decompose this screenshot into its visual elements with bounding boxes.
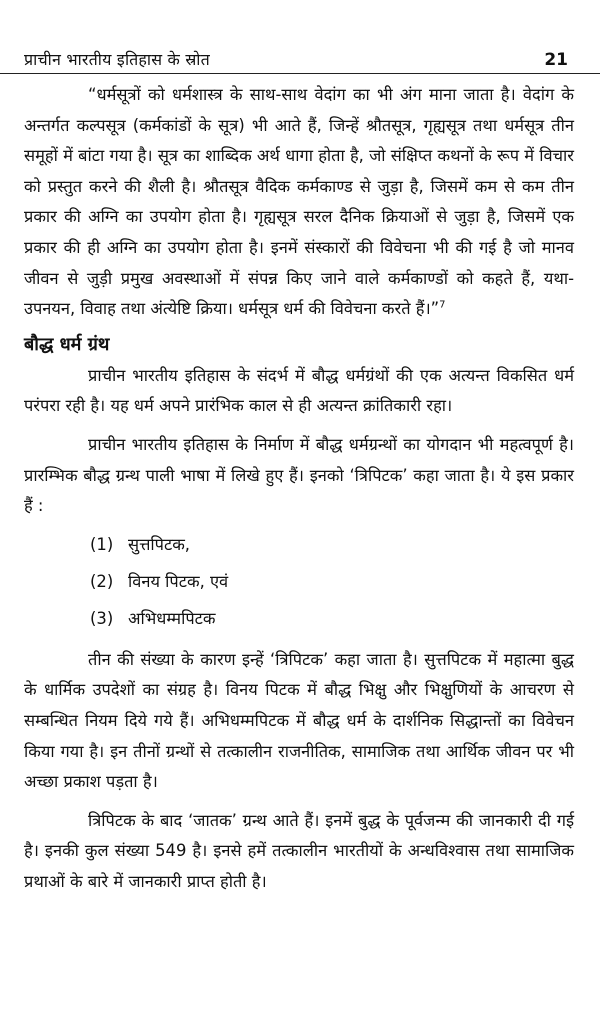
- paragraph-tripitaka-contents: तीन की संख्या के कारण इन्हें ‘त्रिपिटक’ कहा जाता है। सुत्तपिटक में महात्मा बुद्ध के धार्मिक उपदेशों का संग्रह है। विनय पिटक में बौद्ध भिक्षु और भिक्षुणियों के आचरण से सम्बन्धित नियम दिये गये हैं। अभिधम्मपिटक में बौद्ध धर्म के दार्शनिक सिद्धान्तों का विवेचन किया गया है। इन तीनों ग्रन्थों से तत्कालीन राजनीतिक, सामाजिक तथा आर्थिक जीवन पर भी अच्छा प्रकाश पड़ता है।: [24, 649, 574, 792]
- list-number: (2): [90, 571, 114, 591]
- section-heading: बौद्ध धर्म ग्रंथ: [24, 333, 110, 355]
- page-number: 21: [544, 50, 568, 70]
- page-header: [24, 36, 574, 70]
- list-text: विनय पिटक, एवं: [128, 571, 229, 591]
- header-rule: [0, 73, 600, 74]
- list-item: [90, 600, 574, 637]
- footnote-marker: 7: [439, 299, 446, 311]
- paragraph-jataka: त्रिपिटक के बाद ‘जातक’ ग्रन्थ आते हैं। इनमें बुद्ध के पूर्वजन्म की जानकारी दी गई है। इनकी कुल संख्या 549 है। इनसे हमें तत्कालीन भारतीयों के अन्धविश्वास तथा सामाजिक प्रथाओं के बारे में जानकारी प्राप्त होती है।: [24, 810, 574, 891]
- running-title: प्राचीन भारतीय इतिहास के स्रोत: [24, 50, 210, 69]
- list-number: (1): [90, 534, 114, 554]
- tripitaka-list: [90, 526, 574, 637]
- list-text: अभिधम्मपिटक: [128, 608, 216, 628]
- quote-text: “धर्मसूत्रों को धर्मशास्त्र के साथ-साथ वेदांग का भी अंग माना जाता है। वेदांग के अन्तर्गत कल्पसूत्र (कर्मकांडों के सूत्र) भी आते हैं, जिन्हें श्रौतसूत्र, गृह्यसूत्र तथा धर्मसूत्र तीन समूहों में बांटा गया है। सूत्र का शाब्दिक अर्थ धागा होता है, जो संक्षिप्त कथनों के रूप में विचार को प्रस्तुत करने की शैली है। श्रौतसूत्र वैदिक कर्मकाण्ड से जुड़ा है, जिसमें कम से कम तीन प्रकार की अग्नि का उपयोग होता है। गृह्यसूत्र सरल दैनिक क्रियाओं से जुड़ा है, जिसमें एक प्रकार की ही अग्नि का उपयोग होता है। इनमें संस्कारों की विवेचना भी की गई है जो मानव जीवन से जुड़ी प्रमुख अवस्थाओं में संपन्न किए जाने वाले कर्मकाण्डों को कहते हैं, यथा-उपनयन, विवाह तथा अंत्येष्टि क्रिया। धर्मसूत्र धर्म की विवेचना करते हैं।”: [24, 85, 574, 319]
- list-item: [90, 563, 574, 600]
- paragraph-tripitaka-intro: प्राचीन भारतीय इतिहास के निर्माण में बौद्ध धर्मग्रन्थों का योगदान भी महत्वपूर्ण है। प्रारम्भिक बौद्ध ग्रन्थ पाली भाषा में लिखे हुए हैं। इनको ‘त्रिपिटक’ कहा जाता है। ये इस प्रकार हैं :: [24, 434, 574, 516]
- list-item: [90, 526, 574, 563]
- list-text: सुत्तपिटक,: [128, 534, 191, 554]
- quote-paragraph: [24, 80, 574, 325]
- list-number: (3): [90, 608, 114, 628]
- page-body: [24, 80, 574, 897]
- paragraph-buddhist-tradition: प्राचीन भारतीय इतिहास के संदर्भ में बौद्ध धर्मग्रंथों की एक अत्यन्त विकसित धर्म परंपरा रही है। यह धर्म अपने प्रारंभिक काल से ही अत्यन्त क्रांतिकारी रहा।: [24, 365, 574, 416]
